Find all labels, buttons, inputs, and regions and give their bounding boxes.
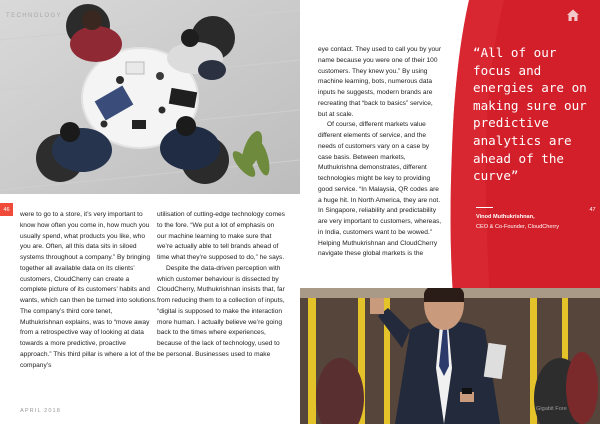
home-icon[interactable] bbox=[566, 8, 580, 22]
article-column-2 bbox=[157, 210, 285, 361]
article-paragraph: eye contact. They used to call you by your name because you were one of their 100 customers. They knew you.” By using machine learning, bots, numerous data inputs he suggests, modern brands are recreating that “back to basics” service, but at scale. bbox=[318, 46, 442, 118]
page-number-left: 46 bbox=[0, 203, 13, 216]
pullquote-divider bbox=[476, 207, 493, 208]
article-column-1 bbox=[20, 210, 157, 371]
article-paragraph: Despite the data-driven perception with which customer behaviour is dissected by CloudCherry, Muthukrishnan insists that, far from reducing them to a collection of inputs, “digital is supposed to make the interaction more human. I actually believe we’re going back to the times where experiences, because of the lack of technology, used to be personal. Businesses used to make bbox=[157, 264, 285, 358]
commuter-photo bbox=[300, 288, 600, 424]
pullquote-text: “All of our focus and energies are on making sure our predictive analytics are ahead of the curve” bbox=[473, 45, 587, 184]
article-column-3 bbox=[318, 45, 442, 260]
article-paragraph: were to go to a store, it’s very important to know how often you come in, how much you usually spend, what products you like, who you are. Often, all this data sits in siloed systems throughout a company.” By bringing together all available data on its clients’ customers, CloudCherry can create a complete picture of its customers’ habits and wants, which can then be turned into solutions. The company’s third core tenet, Muthukrishnan explains, was to “move away from a retrospective way of looking at data towards a more predictive, proactive approach.” This third pillar is where a lot of the company’s bbox=[20, 211, 157, 369]
article-paragraph: utilisation of cutting-edge technology comes to the fore. “We put a lot of emphasis on our machine learning to make sure that we’re actually able to tell brands ahead of time what they’re supposed to do,” he says. bbox=[157, 211, 285, 261]
issue-date: APRIL 2018 bbox=[20, 408, 61, 414]
page-number-right: 47 bbox=[586, 203, 599, 216]
section-label: TECHNOLOGY bbox=[6, 13, 63, 19]
meeting-photo bbox=[0, 0, 300, 194]
pullquote-title: CEO & Co-Founder, CloudCherry bbox=[476, 224, 560, 230]
pullquote-name: Vinod Muthukrishnan, bbox=[476, 214, 535, 220]
brand-footer: Gigabit Fore bbox=[536, 406, 567, 412]
article-paragraph: Of course, different markets value different elements of service, and the needs of customers vary on a case by case basis. Between markets, Muthukrishna demonstrates, different technologies might be key to providing good service. “In Malaysia, QR codes are a huge hit. In North America, they are not. In Singapore, reliability and predictability are very important to customers, whereas, in India, customers want to be wowed.” Helping Muthukrishnan and CloudCherry navigate these global markets is the bbox=[318, 121, 442, 258]
